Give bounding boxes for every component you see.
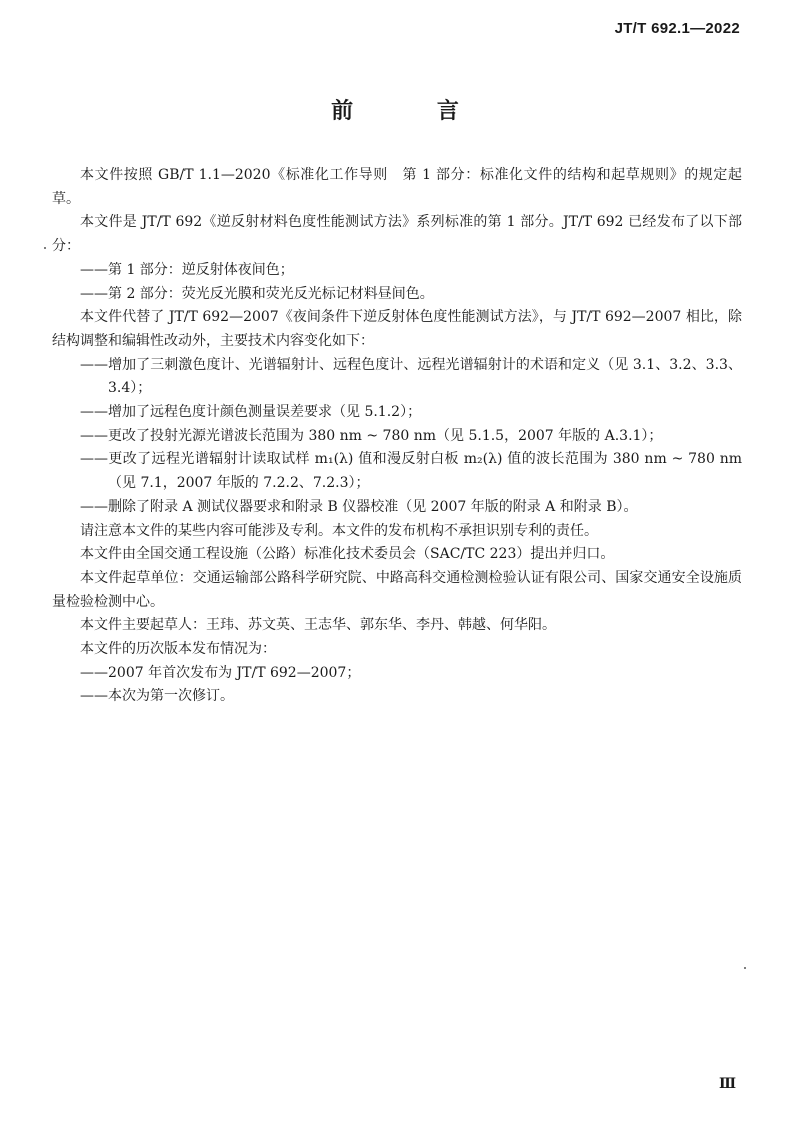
page-number: Ⅲ (718, 1076, 736, 1092)
list-item-change-4: ——更改了远程光谱辐射计读取试样 m₁(λ) 值和漫反射白板 m₂(λ) 值的波长范围为 380 nm ~ 780 nm（见 7.1，2007 年版的 7.2.2、7.2.3）； (80, 451, 742, 492)
scan-speck (744, 967, 746, 969)
page-title: 前 言 (331, 99, 497, 124)
paragraph-committee: 本文件由全国交通工程设施（公路）标准化技术委员会（SAC/TC 223）提出并归口。 (80, 546, 615, 563)
paragraph-series-part: 本文件是 JT/T 692《逆反射材料色度性能测试方法》系列标准的第 1 部分。JT/T 692 已经发布了以下部分： (52, 214, 742, 255)
paragraph-drafting-units: 本文件起草单位：交通运输部公路科学研究院、中路高科交通检测检验认证有限公司、国家交通安全设施质量检验检测中心。 (52, 569, 742, 610)
list-item-part-1: ——第 1 部分：逆反射体夜间色； (80, 261, 294, 278)
list-item-part-2: ——第 2 部分：荧光反光膜和荧光反光标记材料昼间色。 (80, 285, 434, 302)
paragraph-replaces: 本文件代替了 JT/T 692—2007《夜间条件下逆反射体色度性能测试方法》，与 JT/T 692—2007 相比，除结构调整和编辑性改动外，主要技术内容变化如下： (52, 309, 742, 349)
paragraph-drafters: 本文件主要起草人：王玮、苏文英、王志华、郭东华、李丹、韩越、何华阳。 (80, 617, 556, 634)
list-item-change-3: ——更改了投射光源光谱波长范围为 380 nm ~ 780 nm（见 5.1.5，2007 年版的 A.3.1）； (80, 427, 663, 444)
standard-code: JT/T 692.1—2022 (614, 20, 740, 37)
list-item-change-5: ——删除了附录 A 测试仪器要求和附录 B 仪器校准（见 2007 年版的附录 A 和附录 B）。 (80, 498, 638, 515)
list-item-change-1: ——增加了三刺激色度计、光谱辐射计、远程色度计、远程光谱辐射计的术语和定义（见 3.1、3.2、3.3、3.4）； (80, 356, 742, 397)
paragraph-patent-notice: 请注意本文件的某些内容可能涉及专利。本文件的发布机构不承担识别专利的责任。 (80, 522, 598, 539)
paragraph-history: 本文件的历次版本发布情况为： (80, 641, 276, 658)
document-body (52, 164, 742, 709)
scan-speck (44, 247, 46, 249)
list-item-history-1: ——2007 年首次发布为 JT/T 692—2007； (80, 664, 361, 681)
list-item-history-2: ——本次为第一次修订。 (80, 688, 234, 705)
list-item-change-2: ——增加了远程色度计颜色测量误差要求（见 5.1.2）； (80, 404, 422, 421)
paragraph-drafting-rules: 本文件按照 GB/T 1.1—2020《标准化工作导则 第 1 部分：标准化文件的结构和起草规则》的规定起草。 (52, 167, 742, 207)
